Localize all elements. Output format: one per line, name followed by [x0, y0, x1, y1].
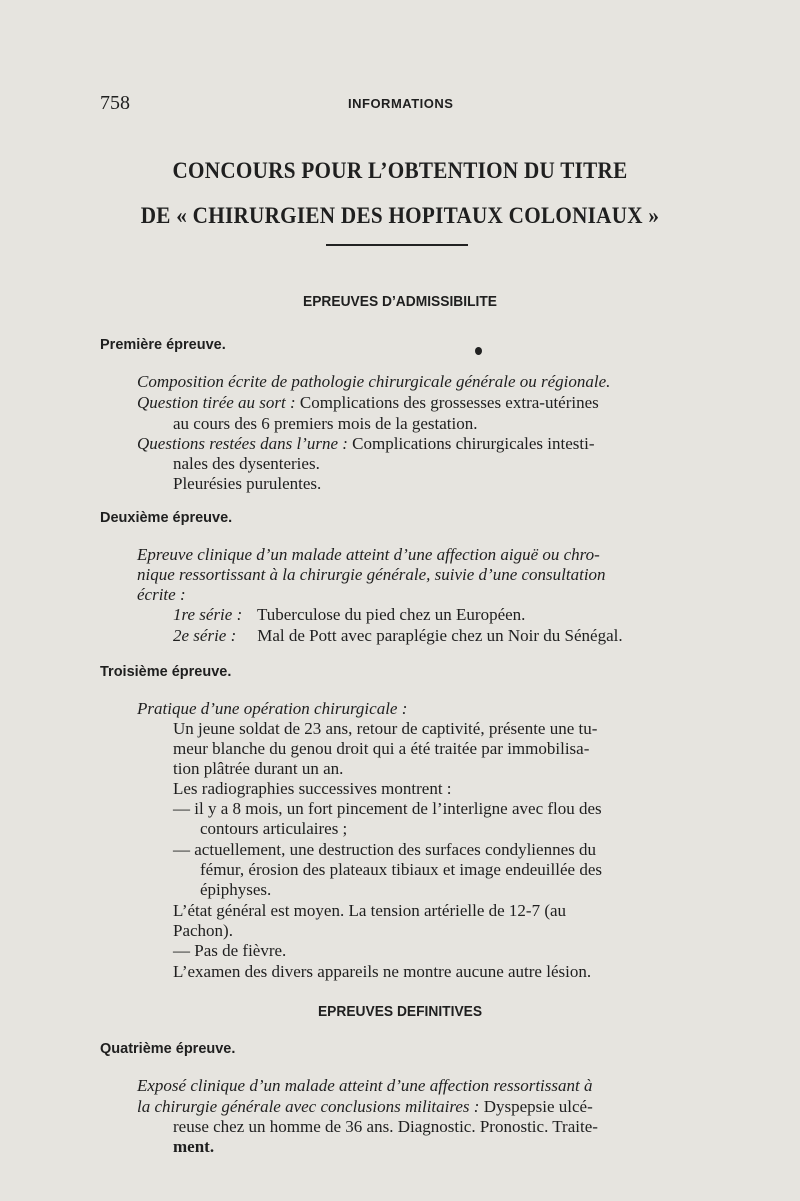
epreuve-1-remaining-cont-2: Pleurésies purulentes.	[173, 474, 322, 493]
epreuve-2-subject-3: écrite :	[137, 585, 186, 604]
epreuve-2-subject-2: nique ressortissant à la chirurgie générale, suivie d’une consultation	[137, 565, 606, 584]
serie-1-label: 1re série :	[173, 605, 243, 624]
epreuve-1-subject: Composition écrite de pathologie chirurgicale générale ou régionale.	[137, 372, 611, 391]
epreuve-4-subject-2	[137, 1097, 593, 1117]
section-definitives: EPREUVES DEFINITIVES	[317, 1003, 483, 1020]
question-label: Question tirée au sort :	[137, 393, 296, 412]
serie-2-label: 2e série :	[173, 626, 237, 645]
epreuve-2-serie-2	[173, 626, 623, 646]
case-line: meur blanche du genou droit qui a été traitée par immobilisa-	[173, 739, 590, 758]
case-line: Un jeune soldat de 23 ans, retour de captivité, présente une tu-	[173, 719, 598, 738]
epreuve-4-subject-1: Exposé clinique d’un malade atteint d’une affection ressortissant à	[137, 1076, 593, 1095]
title-divider	[326, 244, 468, 246]
subject-2-italic: la chirurgie générale avec conclusions militaires :	[137, 1097, 480, 1116]
bullet-mark	[475, 347, 482, 355]
case-line: Les radiographies successives montrent :	[173, 779, 452, 798]
epreuve-1-remaining	[137, 434, 595, 454]
case-line: L’état général est moyen. La tension artérielle de 12-7 (au	[173, 901, 567, 920]
epreuve-2-serie-1	[173, 605, 525, 625]
serie-2-text: Mal de Pott avec paraplégie chez un Noir du Sénégal.	[257, 626, 623, 645]
running-title: INFORMATIONS	[348, 96, 454, 111]
epreuve-4-subject-4: ment.	[173, 1137, 215, 1156]
epreuve-3-heading: Troisième épreuve.	[100, 664, 232, 680]
case-line: contours articulaires ;	[200, 819, 348, 838]
page-header	[100, 92, 700, 116]
title-line-1: CONCOURS POUR L’OBTENTION DU TITRE	[172, 158, 628, 183]
case-line: — il y a 8 mois, un fort pincement de l’interligne avec flou des	[173, 799, 602, 818]
case-line: fémur, érosion des plateaux tibiaux et image endeuillée des	[200, 860, 602, 879]
epreuve-1-question-cont: au cours des 6 premiers mois de la gestation.	[173, 414, 478, 433]
case-line: tion plâtrée durant un an.	[173, 759, 344, 778]
epreuve-1-remaining-cont: nales des dysenteries.	[173, 454, 320, 473]
epreuve-2-heading: Deuxième épreuve.	[100, 510, 233, 526]
section-admissibilite: EPREUVES D’ADMISSIBILITE	[302, 293, 498, 310]
case-line: — actuellement, une destruction des surfaces condyliennes du	[173, 840, 596, 859]
page-number: 758	[100, 92, 130, 114]
case-line: Pachon).	[173, 921, 233, 940]
subject-2-text: Dyspepsie ulcé-	[483, 1097, 593, 1116]
serie-1-text: Tuberculose du pied chez un Européen.	[256, 605, 526, 624]
case-line: épiphyses.	[200, 880, 272, 899]
epreuve-4-subject-3: reuse chez un homme de 36 ans. Diagnostic. Pronostic. Traite-	[173, 1117, 598, 1136]
remaining-label: Questions restées dans l’urne :	[137, 434, 348, 453]
case-line: L’examen des divers appareils ne montre aucune autre lésion.	[173, 962, 592, 981]
title-line-2: DE « CHIRURGIEN DES HOPITAUX COLONIAUX »	[140, 203, 660, 228]
question-text: Complications des grossesses extra-utérines	[299, 393, 599, 412]
remaining-text: Complications chirurgicales intesti-	[352, 434, 595, 453]
epreuve-3-subject: Pratique d’une opération chirurgicale :	[137, 699, 408, 718]
epreuve-1-question	[137, 393, 599, 413]
epreuve-4-heading: Quatrième épreuve.	[100, 1041, 236, 1057]
case-line: — Pas de fièvre.	[173, 941, 287, 960]
epreuve-1-heading: Première épreuve.	[100, 337, 226, 353]
epreuve-2-subject-1: Epreuve clinique d’un malade atteint d’une affection aiguë ou chro-	[137, 545, 600, 564]
